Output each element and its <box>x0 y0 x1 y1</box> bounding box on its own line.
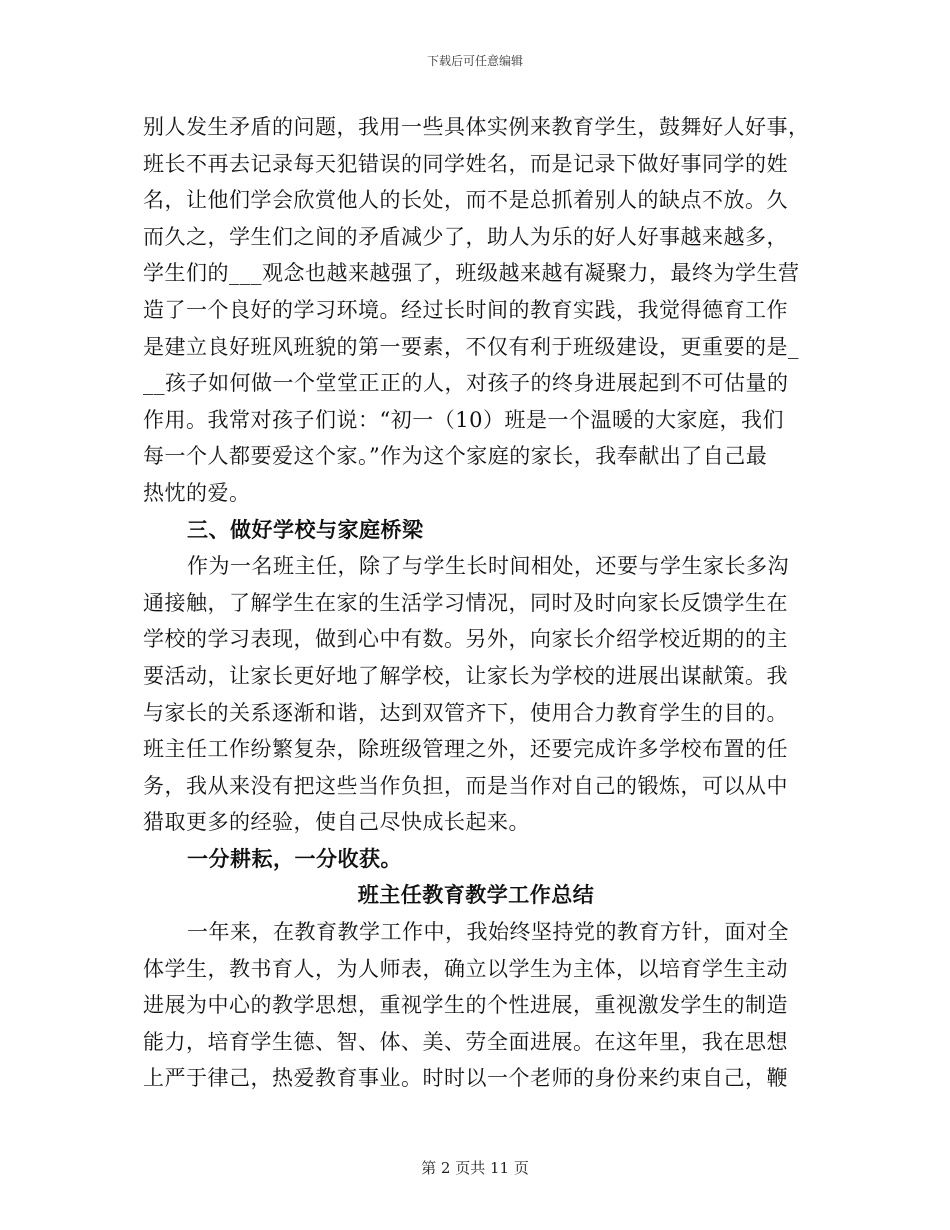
text-line: 名，让他们学会欣赏他人的长处，而不是总抓着别人的缺点不放。久 <box>143 188 788 213</box>
text-line: 上严于律己，热爱教育事业。时时以一个老师的身份来约束自己，鞭 <box>143 1066 788 1091</box>
text-line: 作为一名班主任，除了与学生长时间相处，还要与学生家长多沟 <box>187 554 789 579</box>
text-line: 造了一个良好的学习环境。经过长时间的教育实践，我觉得德育工作 <box>143 297 788 322</box>
text-line: 能力，培育学生德、智、体、美、劳全面进展。在这年里，我在思想 <box>143 1029 788 1054</box>
text-line: 是建立良好班风班貌的第一要素，不仅有利于班级建设，更重要的是_ <box>143 334 799 359</box>
text-line: 务，我从来没有把这些当作负担，而是当作对自己的锻炼，可以从中 <box>143 773 788 798</box>
text-line: 学生们的___观念也越来越强了，班级越来越有凝聚力，最终为学生营 <box>143 261 800 286</box>
text-line: 要活动，让家长更好地了解学校，让家长为学校的进展出谋献策。我 <box>143 663 788 688</box>
text-line: 学校的学习表现，做到心中有数。另外，向家长介绍学校近期的的主 <box>143 627 788 652</box>
text-line: 一年来，在教育教学工作中，我始终坚持党的教育方针，面对全 <box>187 920 789 945</box>
text-line: 通接触，了解学生在家的生活学习情况，同时及时向家长反馈学生在 <box>143 590 788 615</box>
text-line: 班长不再去记录每天犯错误的同学姓名，而是记录下做好事同学的姓 <box>143 151 788 176</box>
text-line: 而久之，学生们之间的矛盾减少了，助人为乐的好人好事越来越多， <box>143 224 788 249</box>
section-heading: 三、做好学校与家庭桥梁 <box>187 516 424 542</box>
text-line: 进展为中心的教学思想，重视学生的个性进展，重视激发学生的制造 <box>143 993 788 1018</box>
text-line: 热忱的爱。 <box>143 480 251 505</box>
text-line: __孩子如何做一个堂堂正正的人，对孩子的终身进展起到不可估量的 <box>143 371 789 396</box>
text-line: 作用。我常对孩子们说：“初一（10）班是一个温暖的大家庭，我们 <box>143 407 784 432</box>
closing-statement: 一分耕耘，一分收获。 <box>187 845 402 871</box>
text-line: 与家长的关系逐渐和谐，达到双管齐下，使用合力教育学生的目的。 <box>143 700 788 725</box>
text-line: 别人发生矛盾的问题，我用一些具体实例来教育学生，鼓舞好人好事， <box>143 115 809 139</box>
text-line: 猎取更多的经验，使自己尽快成长起来。 <box>143 810 530 835</box>
text-line: 体学生，教书育人，为人师表，确立以学生为主体，以培育学生主动 <box>143 956 788 981</box>
page-footer: 第 2 页共 11 页 <box>421 1159 529 1177</box>
document-body <box>143 109 809 1097</box>
text-line: 每一个人都要爱这个家。”作为这个家庭的家长，我奉献出了自己最 <box>143 444 768 469</box>
text-line: 班主任工作纷繁复杂，除班级管理之外，还要完成许多学校布置的任 <box>143 737 788 762</box>
page-header: 下载后可任意编辑 <box>426 54 523 68</box>
article-title: 班主任教育教学工作总结 <box>357 882 595 908</box>
